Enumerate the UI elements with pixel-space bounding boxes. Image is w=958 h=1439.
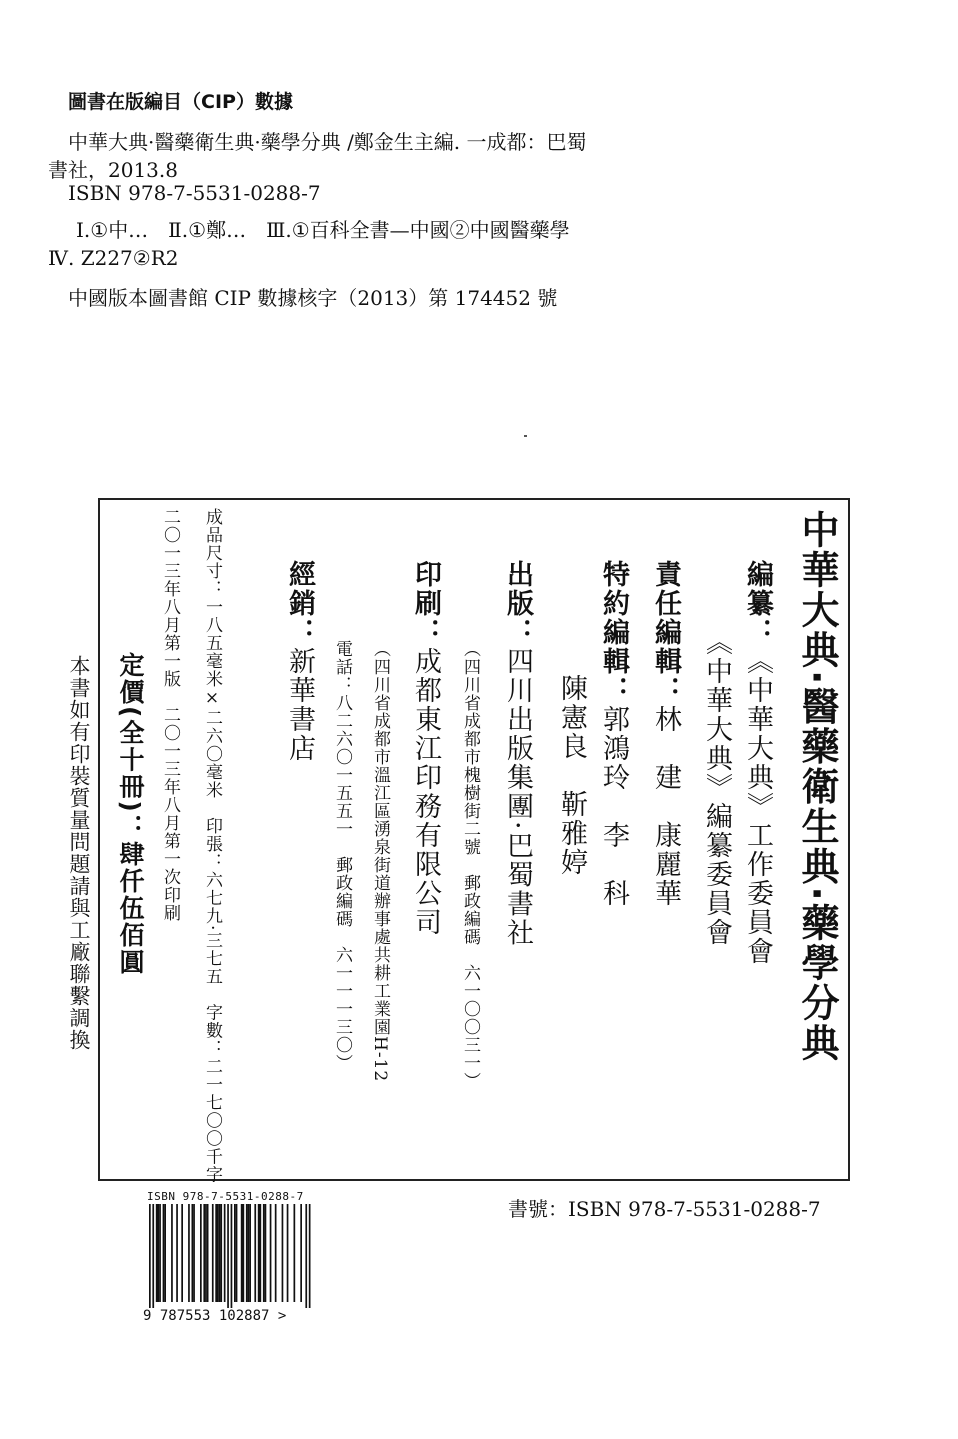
barcode-bar	[260, 1204, 262, 1302]
printer-phone: 電話：八二六〇一五五一 郵政編碼 六一一一三〇）	[332, 640, 352, 1072]
cip-line-6: 中國版本圖書館 CIP 數據核字（2013）第 174452 號	[68, 286, 558, 310]
barcode-bar	[309, 1204, 311, 1308]
barcode-bar	[241, 1204, 243, 1302]
barcode-bar	[192, 1204, 194, 1302]
barcode-bar	[217, 1204, 219, 1302]
editor-label: 責任編輯：	[650, 560, 681, 705]
barcode-bar	[263, 1204, 265, 1302]
colophon-frame	[98, 498, 850, 1184]
distributor-entry	[280, 560, 319, 763]
barcode-bar	[207, 1204, 209, 1302]
book-title: 中華大典·醫藥衛生典·藥學分典	[795, 510, 839, 1063]
book-number: 書號：ISBN 978-7-5531-0288-7	[508, 1197, 821, 1221]
barcode-bar	[265, 1204, 267, 1302]
barcode-bar	[215, 1204, 217, 1302]
barcode-bar	[231, 1204, 233, 1308]
special-editor-label: 特約編輯：	[598, 560, 629, 705]
barcode-bar	[243, 1204, 245, 1302]
isbn-barcode	[143, 1190, 323, 1330]
edition-line: 二〇一三年八月第一版 二〇一三年八月第一次印刷	[160, 508, 180, 922]
barcode-bar	[275, 1204, 277, 1302]
barcode-bar	[254, 1204, 256, 1302]
compile-value-1: 《中華大典》工作委員會	[742, 647, 773, 966]
barcode-bar	[200, 1204, 202, 1302]
barcode-bar	[234, 1204, 236, 1302]
barcode-bar	[188, 1204, 190, 1302]
special-editor-names-2: 陳憲良 靳雅婷	[556, 674, 587, 877]
cip-line-2: 書社，2013.8	[48, 158, 178, 182]
barcode-bar	[282, 1204, 284, 1302]
barcode-bar	[163, 1204, 165, 1302]
barcode-bar	[294, 1204, 296, 1302]
barcode-bar	[158, 1204, 160, 1302]
barcode-bar	[181, 1204, 183, 1302]
barcode-bar	[212, 1204, 214, 1302]
distributor-name: 新華書店	[284, 647, 315, 763]
barcode-bar	[171, 1204, 173, 1302]
barcode-bar	[219, 1204, 221, 1302]
compile-value-2: 《中華大典》編纂委員會	[701, 628, 732, 947]
compile-entry	[738, 560, 777, 966]
barcode-bar	[246, 1204, 248, 1302]
special-editor-names-1: 郭鴻玲 李 科	[598, 705, 629, 908]
barcode-bar	[149, 1204, 151, 1308]
publisher-entry	[498, 560, 537, 948]
barcode-bar	[287, 1204, 289, 1302]
cip-line-3: ISBN 978-7-5531-0288-7	[68, 181, 321, 205]
printer-address: （四川省成都市溫江區湧泉街道辦事處共耕工業園H-12	[370, 640, 390, 1083]
barcode-bar	[193, 1204, 195, 1302]
barcode-bar	[156, 1204, 158, 1302]
barcode-bar	[236, 1204, 238, 1302]
compile-label: 編纂：	[742, 560, 773, 647]
publisher-address: （四川省成都市槐樹街二號 郵政編碼 六一〇〇三一）	[460, 640, 480, 1090]
publisher-label: 出版：	[502, 560, 533, 647]
printer-name: 成都東江印務有限公司	[410, 647, 441, 937]
printer-entry	[406, 560, 445, 937]
speck	[524, 435, 527, 437]
barcode-bar	[205, 1204, 207, 1302]
distributor-label: 經銷：	[284, 560, 315, 647]
barcode-bars	[143, 1204, 313, 1308]
barcode-bar	[164, 1204, 166, 1302]
editor-entry	[646, 560, 685, 908]
barcode-digits: 9 787553 102887 >	[143, 1308, 287, 1324]
editor-names: 林 建 康麗華	[650, 705, 681, 908]
barcode-bar	[300, 1204, 302, 1302]
publisher-name: 四川出版集團·巴蜀書社	[502, 647, 533, 948]
printer-label: 印刷：	[410, 560, 441, 647]
special-editor-entry	[594, 560, 633, 908]
barcode-bar	[152, 1204, 154, 1308]
barcode-bar	[270, 1204, 272, 1302]
spec-line: 成品尺寸：一八五毫米×二六〇毫米 印張：六七九·三七五 字數：二一七〇〇千字	[202, 508, 222, 1184]
barcode-bar	[224, 1204, 226, 1302]
barcode-bar	[159, 1204, 161, 1302]
cip-line-5: Ⅳ. Z227②R2	[48, 246, 179, 270]
barcode-bar	[248, 1204, 250, 1302]
price: 定價(全十冊)：肆仟伍佰圓	[116, 652, 145, 976]
barcode-bar	[249, 1204, 251, 1302]
quality-notice: 本書如有印裝質量問題請與工廠聯繫調換	[67, 655, 91, 1051]
barcode-bar	[227, 1204, 229, 1308]
barcode-bar	[203, 1204, 205, 1302]
barcode-bar	[220, 1204, 222, 1302]
cip-line-1: 中華大典·醫藥衛生典·藥學分典 /鄭金生主編. 一成都：巴蜀	[68, 130, 587, 154]
barcode-bar	[305, 1204, 307, 1308]
barcode-bar	[176, 1204, 178, 1302]
barcode-isbn-text: ISBN 978-7-5531-0288-7	[147, 1190, 304, 1203]
cip-line-4: Ⅰ.①中… Ⅱ.①鄭… Ⅲ.①百科全書—中國②中國醫藥學	[76, 218, 570, 242]
barcode-bar	[258, 1204, 260, 1302]
cip-heading: 圖書在版編目（CIP）數據	[68, 91, 293, 113]
